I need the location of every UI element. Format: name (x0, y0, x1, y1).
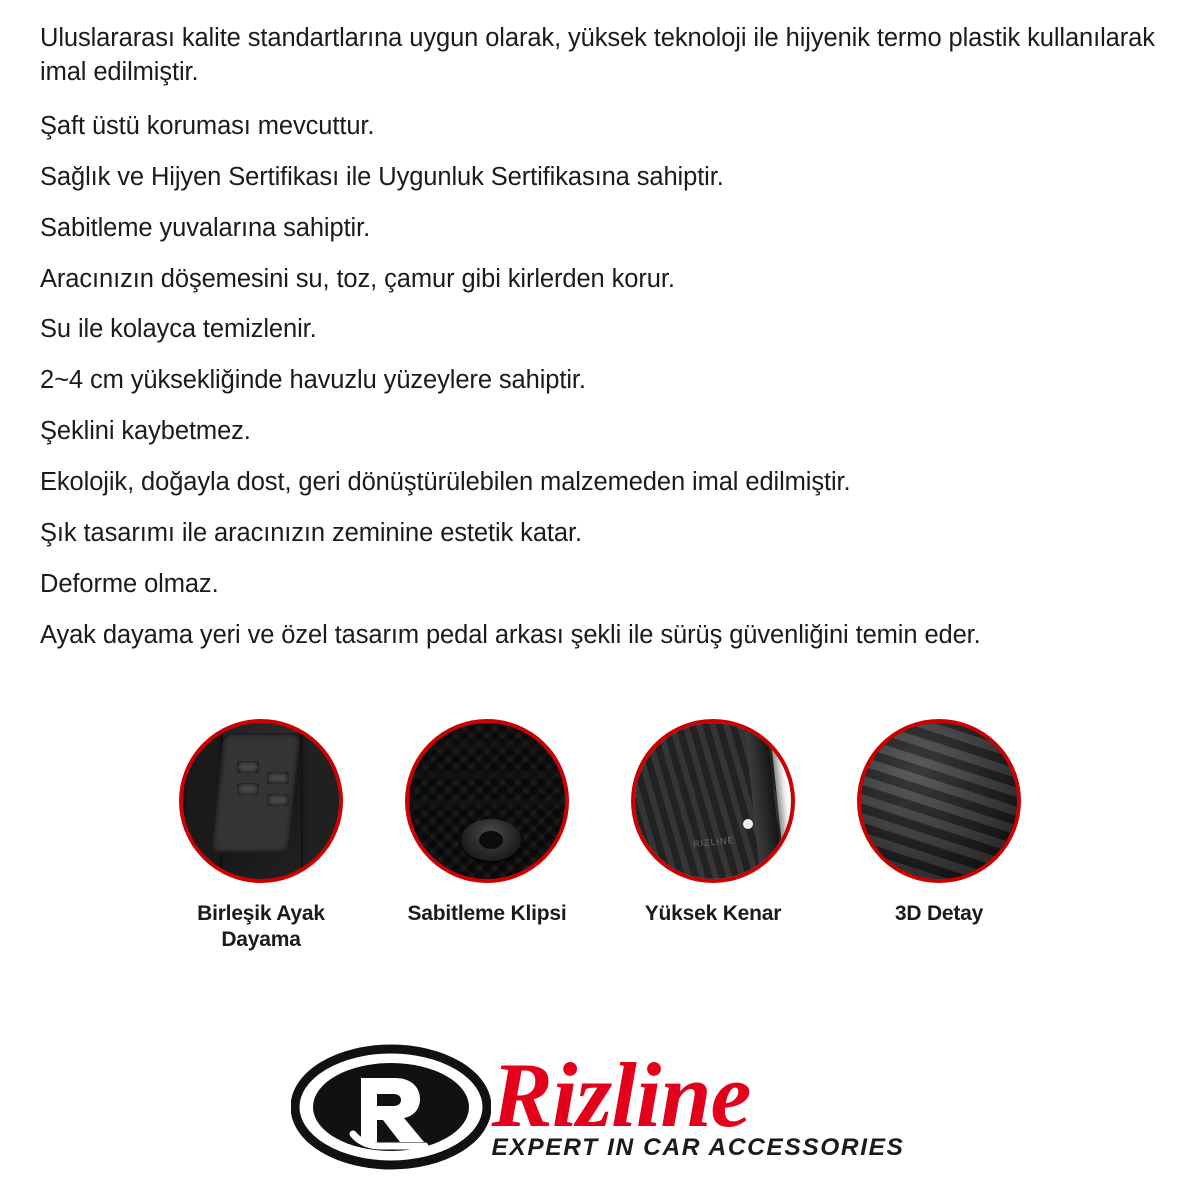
list-item: Aracınızın döşemesini su, toz, çamur gibi kirlerden korur. (40, 264, 675, 293)
brand-logo (40, 1042, 1160, 1172)
list-item: Sağlık ve Hijyen Sertifikası ile Uygunluk Sertifikasına sahiptir. (40, 162, 724, 191)
list-item: Şeklini kaybetmez. (40, 417, 251, 446)
rizline-monogram-icon (291, 1042, 491, 1172)
list-item: Şık tasarımı ile aracınızın zeminine estetik katar. (40, 519, 582, 548)
list-item: 2~4 cm yüksekliğinde havuzlu yüzeylere sahiptir. (40, 366, 586, 395)
list-item: Uluslararası kalite standartlarına uygun olarak, yüksek teknoloji ile hijyenik termo plastik kullanılarak imal edilmiştir. (40, 24, 1155, 86)
list-item: Deforme olmaz. (40, 569, 219, 598)
list-item: Su ile kolayca temizlenir. (40, 315, 317, 344)
high-edge-photo-icon: RIZLINE (631, 719, 795, 883)
list-item: Ayak dayama yeri ve özel tasarım pedal arkası şekli ile sürüş güvenliğini temin eder. (40, 620, 981, 649)
highlight-caption: Sabitleme Klipsi (407, 901, 567, 925)
highlight-row (40, 719, 1160, 954)
list-item: Sabitleme yuvalarına sahiptir. (40, 213, 371, 242)
list-item: Ekolojik, doğayla dost, geri dönüştürülebilen malzemeden imal edilmiştir. (40, 468, 851, 497)
highlight-caption: Yüksek Kenar (644, 901, 782, 925)
brand-name: Rizline (491, 1044, 751, 1147)
3d-detail-photo-icon (857, 719, 1021, 883)
highlight-caption: Birleşik Ayak Dayama (197, 901, 325, 952)
foot-rest-photo-icon (179, 719, 343, 883)
highlight-caption: 3D Detay (894, 901, 984, 925)
brand-tagline: EXPERT IN CAR ACCESSORIES (491, 1133, 905, 1161)
highlight-item-3d-detail (844, 719, 1034, 954)
highlight-item-high-edge (618, 719, 808, 954)
highlight-item-fixing-clip (392, 719, 582, 954)
list-item: Şaft üstü koruması mevcuttur. (40, 111, 375, 140)
feature-list (40, 22, 1160, 653)
highlight-item-foot-rest (166, 719, 356, 954)
fixing-clip-photo-icon (405, 719, 569, 883)
